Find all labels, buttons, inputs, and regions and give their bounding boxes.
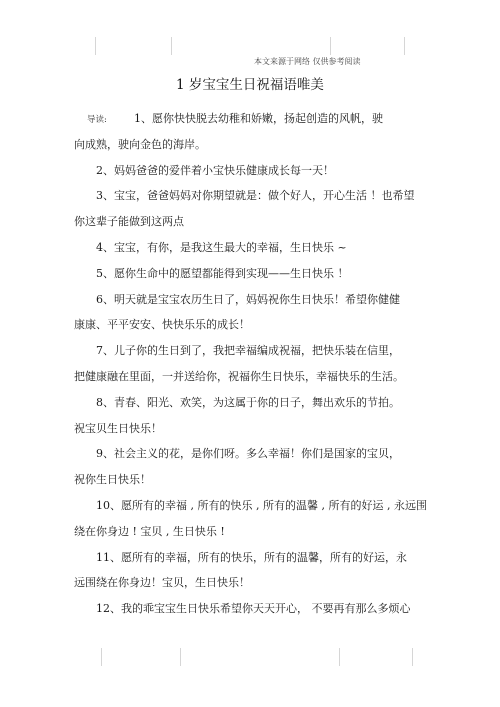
document-title: 1 岁宝宝生日祝福语唯美 <box>176 77 324 93</box>
bottom-margin-mark <box>412 648 413 666</box>
top-margin-mark <box>171 37 172 55</box>
intro-label: 导读: <box>87 115 107 125</box>
body-line: 5、愿你生命中的愿望都能得到实现——生日快乐 ！ <box>96 266 349 280</box>
body-line: 11、愿所有的幸福，所有的快乐，所有的温馨，所有的好运，永 <box>96 550 407 564</box>
body-line: 7、儿子你的生日到了，我把幸福编成祝福，把快乐装在信里， <box>96 344 400 358</box>
body-line: 把健康融在里面，一并送给你，祝福你生日快乐，幸福快乐的生活。 <box>74 369 404 383</box>
bottom-margin-mark <box>339 648 340 666</box>
body-line: 8、青春、阳光、欢笑，为这属于你的日子，舞出欢乐的节拍。 <box>96 395 400 409</box>
body-line: 康康、平平安安、快快乐乐的成长！ <box>74 318 250 332</box>
body-line: 4、宝宝，有你，是我这生最大的幸福，生日快乐 ~ <box>96 240 347 254</box>
body-line: 9、社会主义的花，是你们呀。多么幸福！你们是国家的宝贝， <box>96 447 400 461</box>
top-margin-mark <box>404 37 405 55</box>
body-line: 12、我的乖宝宝生日快乐希望你天天开心， 不要再有那么多烦心 <box>96 602 411 616</box>
intro-line <box>74 106 434 132</box>
top-margin-mark <box>95 37 96 55</box>
body-line: 6、明天就是宝宝农历生日了，妈妈祝你生日快乐！希望你健健 <box>96 292 400 306</box>
body-line: 你这辈子能做到这两点 <box>74 215 184 229</box>
source-note: 本文来源于网络 仅供参考阅读 <box>254 57 361 66</box>
body-line: 远围绕在你身边！宝贝，生日快乐！ <box>74 576 250 590</box>
body-line: 向成熟，驶向金色的海岸。 <box>74 137 206 151</box>
intro-text: 1、愿你快快脱去幼稚和娇嫩，扬起创造的风帆，驶 <box>134 112 383 125</box>
body-line: 2、妈妈爸爸的爱伴着小宝快乐健康成长每一天！ <box>96 163 334 177</box>
bottom-margin-mark <box>180 648 181 666</box>
top-margin-mark <box>330 37 331 55</box>
body-line: 3、宝宝，爸爸妈妈对你期望就是：做个好人，开心生活 ！也希望 <box>96 189 415 203</box>
bottom-margin-mark <box>101 648 102 666</box>
document-body <box>74 106 434 622</box>
body-line: 祝宝贝生日快乐！ <box>74 421 162 435</box>
body-line: 祝你生日快乐！ <box>74 473 151 487</box>
body-line: 10、愿所有的幸福 , 所有的快乐 , 所有的温馨 , 所有的好运 , 永远围 <box>96 498 427 512</box>
body-line: 绕在你身边 ! 宝贝 , 生日快乐 ! <box>74 524 225 538</box>
